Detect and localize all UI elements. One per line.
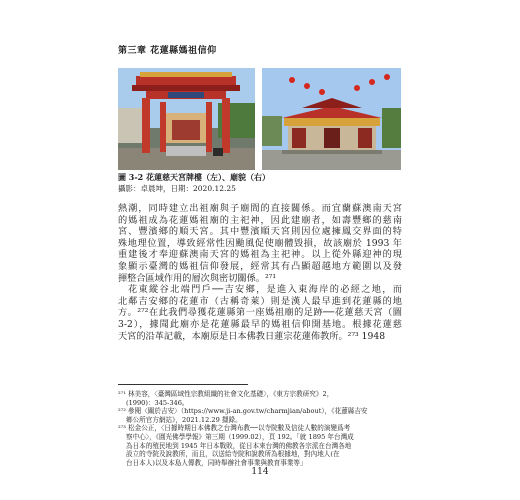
body-line: 重建後才奉迎蘇澳南天宮的媽祖為主祀神。以上從外縣迎神的現 [118, 249, 402, 261]
temple-gateway-photo [118, 68, 255, 170]
body-line: 象顯示臺灣的媽祖信仰發展，經常其有凸顯超越地方範圍以及發 [118, 260, 402, 272]
body-line: 殊地理位置，導致經常性因颱風促使廟體毀損，故該廟於 1993 年 [118, 237, 402, 249]
page-number: 114 [251, 467, 269, 477]
footnotes [118, 390, 404, 467]
figure-caption: 圖 3-2 花蓮慈天宮牌樓（左）、廟貌（右） [118, 172, 271, 182]
footnote-273-cont: 台日本人)以及本島人傳教，同時舉辦社會事業與教育事業等」 [126, 458, 307, 467]
body-line: 天宮的沿革記載，本廟原是日本佛教日蓮宗花蓮佈教所。²⁷³ 1948 [118, 330, 386, 342]
footnote-272: ²⁷² 參閱〈關於吉安〉（https://www.ji-an.gov.tw/charmjian/about），《花蓮縣吉安 [118, 407, 368, 416]
body-line: 的媽祖成為花蓮媽祖廟的主祀神，因此建廟者，如壽豐鄉的慈南 [118, 214, 402, 226]
body-line: 方。²⁷²在此我們尋獲花蓮縣第一座媽祖廟的足跡──花蓮慈天宮（圖 [118, 307, 402, 319]
body-line: 北鄰吉安鄉的花蓮市（古稱奇萊）則是漢人最早進到花蓮縣的地 [118, 295, 402, 307]
body-line: 宮、豐濱鄉的順天宮。其中豐濱順天宮則因位處擁鳳交界面的特 [118, 226, 402, 238]
body-line: 熱潮，同時建立出祖廟與子廟間的直接關係。而宜蘭蘇澳南天宮 [118, 203, 402, 214]
footnote-273-cont: 為日本的殖民地到 1945 年日本戰敗，從日本來台灣的佛教各宗派在台灣各地 [126, 441, 352, 450]
body-line: 花東縱谷北端門戶──吉安鄉，是進入東海岸的必經之地，而 [128, 284, 402, 296]
footnote-273-cont: 察中心〉，《圓光佛學學報》第三期（1999.02），頁 192。「就 1895 年台灣成 [126, 432, 354, 441]
temple-facade-photo [262, 68, 401, 170]
footnote-divider [118, 384, 248, 385]
footnote-273-cont: 設立的寺院及說教所，而且，以送給寺院和說教所為根據地，對內地人(在 [126, 450, 340, 459]
footnote-271: ²⁷¹ 林美容，〈臺灣區域性宗教組織的社會文化基礎〉，《東方宗教研究》2， [118, 390, 334, 398]
body-line: 3-2），據聞此廟亦是花蓮縣最早的媽祖信仰開基地。根據花蓮慈 [118, 318, 402, 330]
footnote-273: ²⁷³ 松金公正，〈日據時期日本佛教之台灣布教──以寺院數及信徒人數的演變爲考 [118, 424, 351, 433]
footnote-271-cont: (1990)：345-346。 [126, 398, 189, 407]
body-line: 揮整合區域作用的層次與密切關係。²⁷¹ [118, 272, 277, 284]
footnote-272-cont: 鄉公所官方網站》，2021.12.29 擷錄。 [126, 415, 242, 424]
body-text [118, 203, 402, 342]
chapter-header: 第三章 花蓮縣媽祖信仰 [118, 46, 217, 56]
photo-credit: 攝影：卓晨坤，日期：2020.12.25 [118, 184, 236, 193]
